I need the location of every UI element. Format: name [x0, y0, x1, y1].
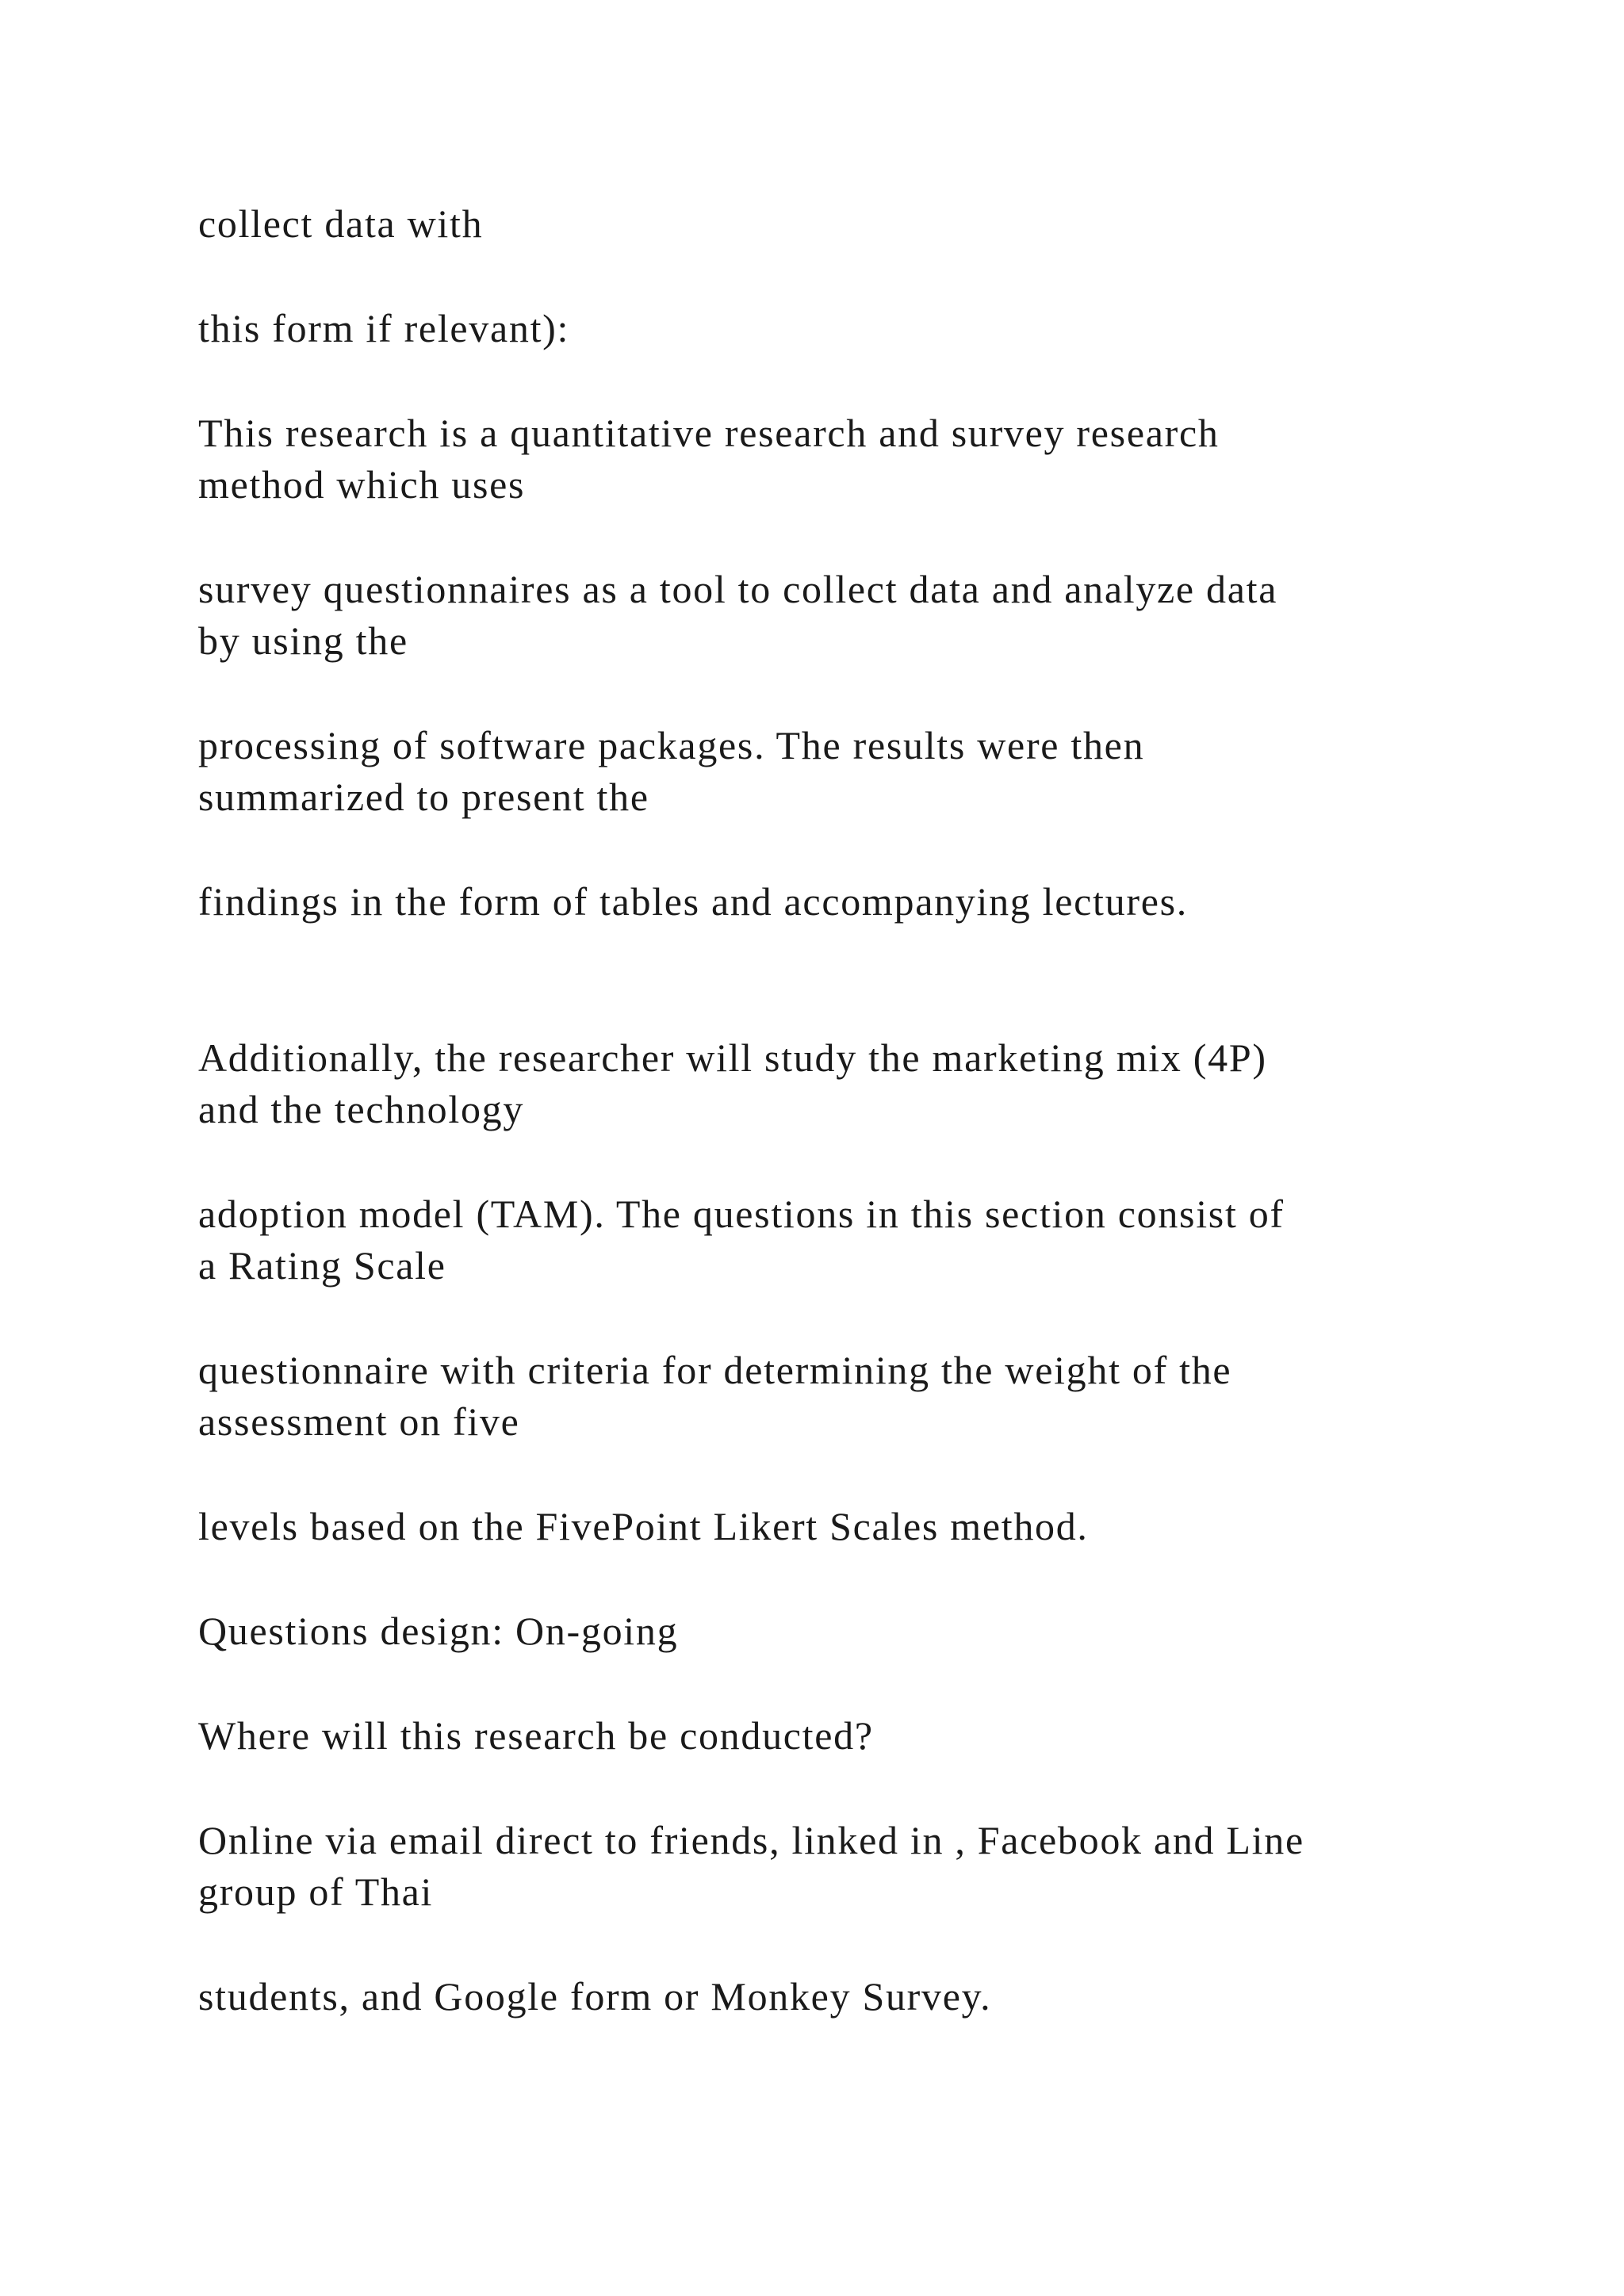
paragraph-7 [198, 1032, 1483, 1135]
text-line: by using the [198, 618, 408, 663]
text-line: students, and Google form or Monkey Survey. [198, 1974, 992, 2019]
paragraph-6 [198, 876, 1483, 928]
text-line: This research is a quantitative research and survey research [198, 411, 1220, 455]
text-line: Online via email direct to friends, linked in , Facebook and Line [198, 1818, 1304, 1862]
text-line: processing of software packages. The results were then [198, 723, 1145, 767]
text-line: and the technology [198, 1087, 525, 1131]
paragraph-8 [198, 1188, 1483, 1292]
paragraph-1 [198, 198, 1483, 250]
paragraph-3 [198, 408, 1483, 511]
paragraph-12 [198, 1710, 1483, 1762]
text-line: findings in the form of tables and accompanying lectures. [198, 879, 1188, 924]
text-line: Additionally, the researcher will study the marketing mix (4P) [198, 1035, 1267, 1080]
paragraph-10 [198, 1501, 1483, 1552]
paragraph-14 [198, 1971, 1483, 2022]
text-line: adoption model (TAM). The questions in this section consist of [198, 1192, 1285, 1236]
text-line: Where will this research be conducted? [198, 1713, 874, 1758]
text-line: Questions design: On-going [198, 1609, 679, 1653]
text-line: summarized to present the [198, 775, 649, 819]
paragraph-13 [198, 1815, 1483, 1918]
paragraph-5 [198, 720, 1483, 823]
text-line: a Rating Scale [198, 1243, 446, 1288]
text-line: method which uses [198, 462, 526, 507]
text-line: levels based on the FivePoint Likert Scales method. [198, 1504, 1089, 1548]
text-line: this form if relevant): [198, 306, 570, 350]
paragraph-11 [198, 1605, 1483, 1657]
text-line: collect data with [198, 201, 484, 246]
text-line: survey questionnaires as a tool to collect data and analyze data [198, 567, 1278, 611]
text-line: group of Thai [198, 1869, 434, 1914]
paragraph-9 [198, 1345, 1483, 1448]
text-line: questionnaire with criteria for determining the weight of the [198, 1348, 1232, 1392]
paragraph-2 [198, 303, 1483, 354]
text-line: assessment on five [198, 1399, 520, 1444]
paragraph-4 [198, 564, 1483, 667]
